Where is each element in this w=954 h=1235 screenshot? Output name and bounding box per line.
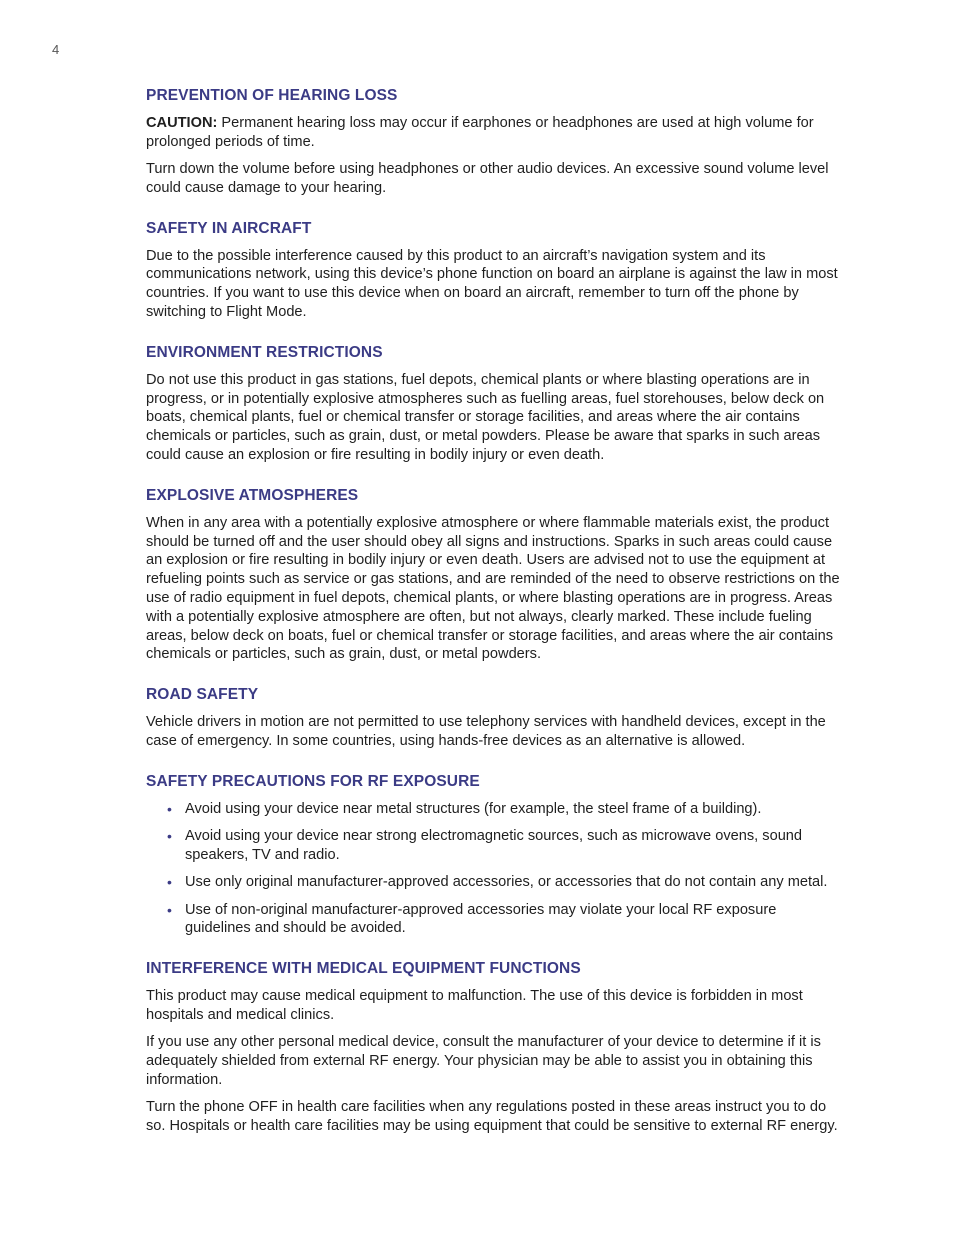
bullet-icon: • [167,874,172,891]
caution-label: CAUTION: [146,115,218,131]
page-number: 4 [52,42,60,57]
section-aircraft [146,219,846,322]
paragraph: Turn down the volume before using headphones or other audio devices. An excessive sound volume level could cause damage to your hearing. [146,161,829,196]
section-heading: EXPLOSIVE ATMOSPHERES [146,486,359,504]
list-item-text: Avoid using your device near strong electromagnetic sources, such as microwave ovens, sound speakers, TV and radio. [185,828,803,863]
section-heading: SAFETY PRECAUTIONS FOR RF EXPOSURE [146,772,480,790]
list-item [146,827,846,865]
document-body [146,86,846,1157]
list-item-text: Avoid using your device near metal structures (for example, the steel frame of a building). [185,800,762,817]
list-item [146,800,846,819]
section-heading: ENVIRONMENT RESTRICTIONS [146,343,383,361]
paragraph: Vehicle drivers in motion are not permitted to use telephony services with handheld devices, except in the case of emergency. In some countries, using hands-free devices as an alternative is allowed. [146,714,826,750]
paragraph: This product may cause medical equipment to malfunction. The use of this device is forbidden in most hospitals and medical clinics. [146,988,803,1023]
list-item-text: Use of non-original manufacturer-approved accessories may violate your local RF exposure guidelines and should be avoided. [185,901,777,937]
section-explosive [146,486,846,664]
caution-text: Permanent hearing loss may occur if earphones or headphones are used at high volume for prolonged periods of time. [146,115,814,150]
section-heading: PREVENTION OF HEARING LOSS [146,87,398,104]
bullet-icon: • [167,828,172,845]
bullet-list [146,800,846,938]
section-heading: INTERFERENCE WITH MEDICAL EQUIPMENT FUNCTIONS [146,960,581,978]
list-item-text: Use only original manufacturer-approved accessories, or accessories that do not contain any metal. [185,874,828,891]
caution-paragraph [146,114,846,152]
paragraph: Do not use this product in gas stations, fuel depots, chemical plants or where blasting operations are in progress, or in potentially explosive atmospheres such as fuelling areas, fuel storehouses, below deck on boats, chemical plants, fuel or chemical transfer or storage facilities, and areas where the air contains chemicals or particles, such as grain, dust, or metal powders. Please be aware that sparks in such areas could cause an explosion or fire resulting in bodily injury or even death. [146,371,825,464]
section-road-safety [146,685,846,751]
section-environment [146,343,846,465]
list-item [146,901,846,939]
section-heading: SAFETY IN AIRCRAFT [146,219,312,237]
bullet-icon: • [167,901,172,918]
section-heading: ROAD SAFETY [146,686,259,704]
paragraph: When in any area with a potentially explosive atmosphere or where flammable materials exist, the product should be turned off and the user should obey all signs and instructions. Sparks in such areas could cause an explosion or fire resulting in bodily injury or even death. Users are advised not to use the equipment at refueling points such as service or gas stations, and are reminded of the need to observe restrictions on the use of radio equipment in fuel depots, chemical plants, or where blasting operations are in progress. Areas with a potentially explosive atmosphere are often, but not always, clearly marked. These include fueling areas, below deck on boats, fuel or chemical transfer or storage facilities, and areas where the air contains chemicals or particles, such as grain, dust, or metal powders. [146,514,840,663]
paragraph: If you use any other personal medical device, consult the manufacturer of your device to determine if it is adequately shielded from external RF energy. Your physician may be able to assist you in obtaining this information. [146,1034,821,1088]
section-medical [146,959,846,1136]
section-hearing-loss [146,86,846,198]
section-rf-exposure [146,772,846,938]
paragraph: Due to the possible interference caused by this product to an aircraft’s navigation system and its communications network, using this device’s phone function on board an airplane is against the law in most countries. If you want to use this device when on board an aircraft, remember to turn off the phone by switching to Flight Mode. [146,247,838,321]
paragraph: Turn the phone OFF in health care facilities when any regulations posted in these areas instruct you to do so. Hospitals or health care facilities may be using equipment that could be sensitive to external RF energy. [146,1099,838,1134]
bullet-icon: • [167,800,172,817]
list-item [146,873,846,892]
